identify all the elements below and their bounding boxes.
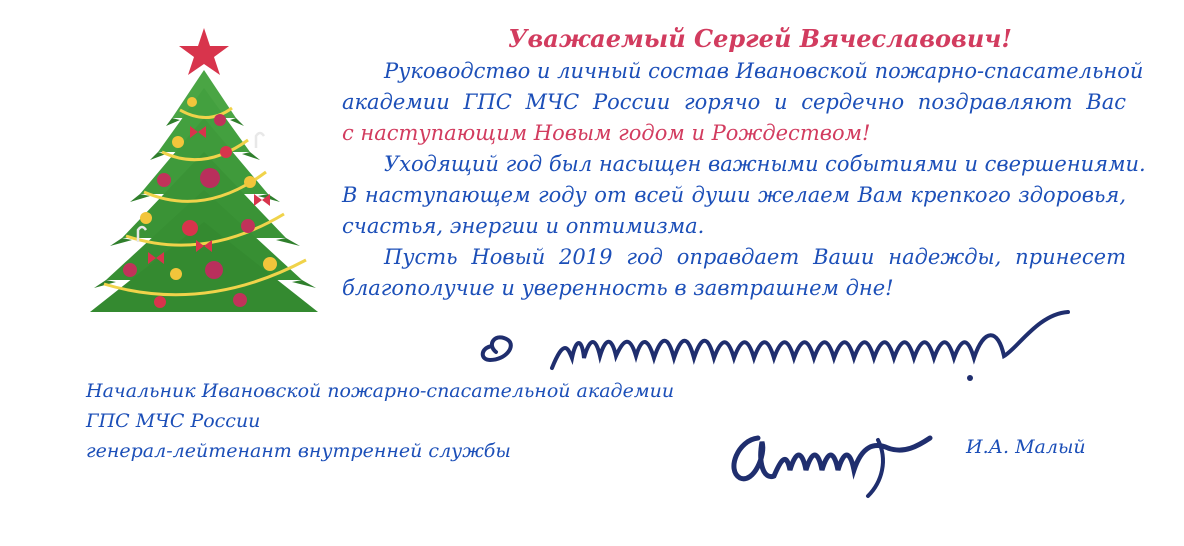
letter-line: Уходящий год был насыщен важными событиями и свершениями. (384, 152, 1146, 176)
signatory-position (86, 376, 674, 466)
letter-line: В наступающем году от всей души желаем Вам крепкого здоровья, (342, 183, 1126, 207)
letter-line: академии ГПС МЧС России горячо и сердечно поздравляют Вас (342, 90, 1126, 114)
greeting-heading: Уважаемый Сергей Вячеславович! (508, 24, 1012, 53)
position-line: ГПС МЧС России (86, 410, 261, 432)
signatory-name: И.А. Малый (966, 436, 1086, 458)
star-icon (179, 28, 229, 75)
letter-line: Пусть Новый 2019 год оправдает Ваши надежды, принесет (384, 245, 1126, 269)
letter-body (342, 56, 1146, 304)
letter-line-highlight: с наступающим Новым годом и Рождеством! (342, 121, 871, 145)
letter-line: счастья, энергии и оптимизма. (342, 214, 705, 238)
letter-line: Руководство и личный состав Ивановской пожарно-спасательной (384, 59, 1144, 83)
position-line: генерал-лейтенант внутренней службы (86, 440, 511, 462)
position-line: Начальник Ивановской пожарно-спасательной академии (86, 380, 675, 402)
signature (718, 420, 946, 502)
handwritten-closing-signature (478, 308, 1086, 386)
letter-line: благополучие и уверенность в завтрашнем дне! (342, 276, 894, 300)
christmas-tree-illustration (80, 22, 330, 327)
